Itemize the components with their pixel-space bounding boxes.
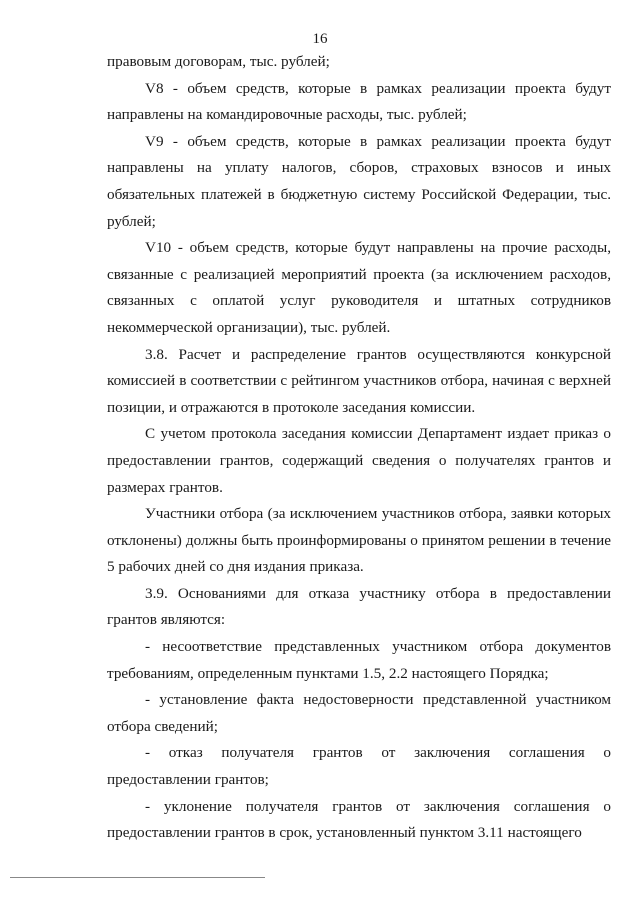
list-item-false-information: - установление факта недостоверности представленной участником отбора сведений; [107, 691, 611, 735]
paragraph-participants-notice: Участники отбора (за исключением участников отбора, заявки которых отклонены) должны быть проинформированы о принятом решении в течение 5 рабочих дней со дня издания приказа. [107, 505, 611, 576]
paragraph-3-8: 3.8. Расчет и распределение грантов осуществляются конкурсной комиссией в соответствии с рейтингом участников отбора, начиная с верхней позиции, и отражаются в протоколе заседания комиссии. [107, 345, 611, 416]
list-item-refusal: - отказ получателя грантов от заключения соглашения о предоставлении грантов; [107, 744, 611, 789]
list-item-nonconformity: - несоответствие представленных участником отбора документов требованиям, определенным пунктами 1.5, 2.2 настоящего Порядка; [107, 638, 611, 682]
list-item-evasion: - уклонение получателя грантов от заключения соглашения о предоставлении грантов в срок, установленный пунктом 3.11 настоящего [107, 797, 611, 842]
paragraph-department-order: С учетом протокола заседания комиссии Департамент издает приказ о предоставлении грантов, содержащий сведения о получателях грантов и размерах грантов. [107, 425, 611, 496]
document-body [107, 49, 611, 847]
paragraph-continuation: правовым договорам, тыс. рублей; [107, 53, 330, 70]
paragraph-v10: V10 - объем средств, которые будут направлены на прочие расходы, связанные с реализацией мероприятий проекта (за исключением расходов, связанных с оплатой услуг руководителя и штатных сотрудников некоммерческой организации), тыс. рублей. [107, 239, 611, 336]
paragraph-3-9: 3.9. Основаниями для отказа участнику отбора в предоставлении грантов являются: [107, 584, 611, 629]
page-number: 16 [312, 31, 328, 47]
paragraph-v8: V8 - объем средств, которые в рамках реализации проекта будут направлены на командировочные расходы, тыс. рублей; [107, 79, 611, 124]
paragraph-v9: V9 - объем средств, которые в рамках реализации проекта будут направлены на уплату налогов, сборов, страховых взносов и иных обязательных платежей в бюджетную систему Российской Федерации, тыс. рублей; [107, 132, 611, 230]
footer-divider [10, 877, 265, 878]
